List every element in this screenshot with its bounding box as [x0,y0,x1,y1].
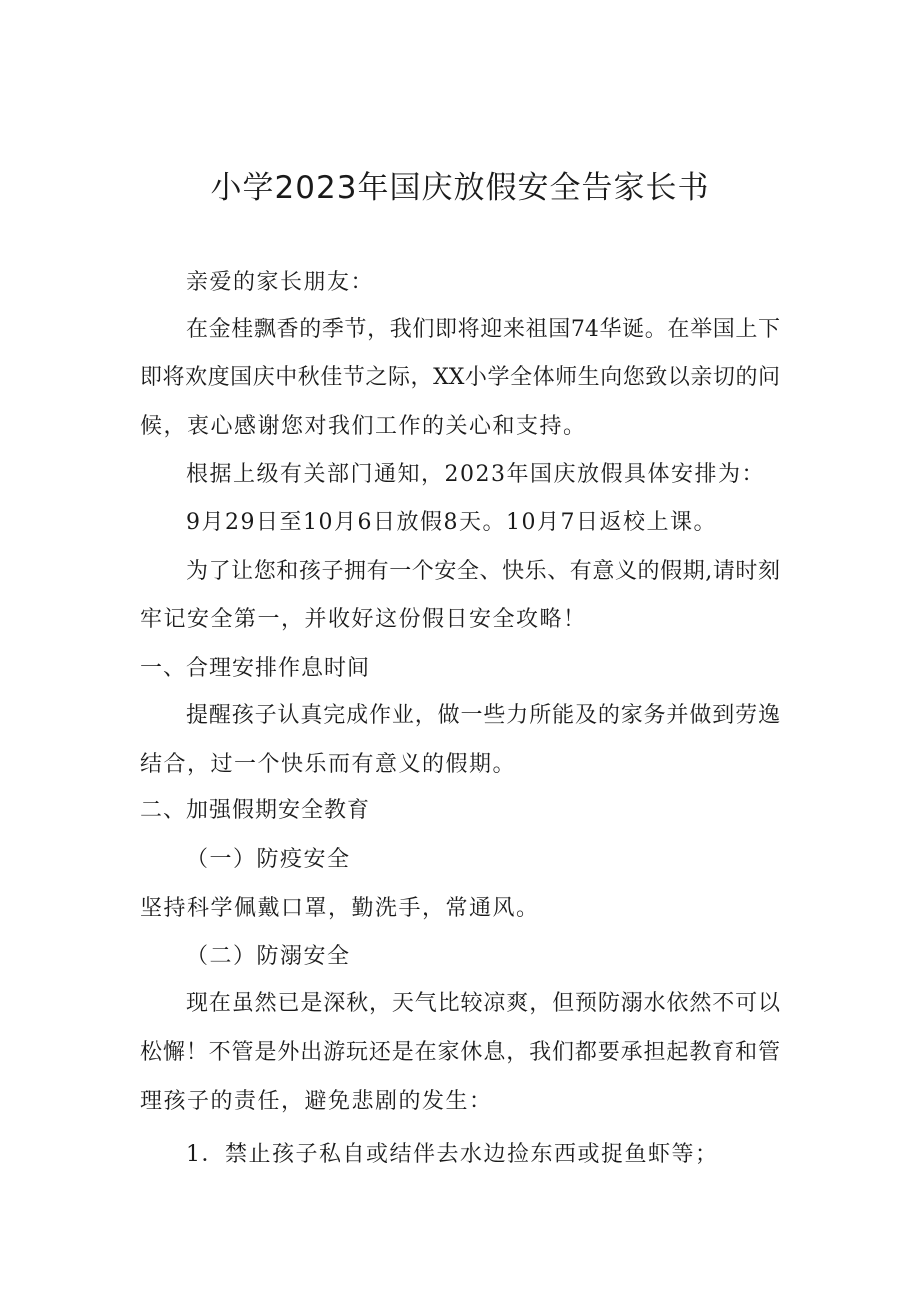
section-1-line-1: 提醒孩子认真完成作业，做一些力所能及的家务并做到劳逸 [186,703,780,728]
paragraph-4-line-1: 为了让您和孩子拥有一个安全、快乐、有意义的假期,请时刻 [186,559,780,584]
section-1-line-2: 结合，过一个快乐而有意义的假期。 [140,752,517,777]
subsection-2-line-3: 理孩子的责任，避免悲剧的发生： [140,1089,493,1114]
subsection-1-heading: （一）防疫安全 [186,847,351,872]
section-2-heading: 二、加强假期安全教育 [140,798,371,823]
paragraph-1-line-3: 候，衷心感谢您对我们工作的关心和支持。 [140,414,587,439]
list-item-1: 1．禁止孩子私自或结伴去水边捡东西或捉鱼虾等； [186,1142,719,1167]
section-1-heading: 一、合理安排作息时间 [140,656,371,681]
subsection-2-line-2: 松懈！不管是外出游玩还是在家休息，我们都要承担起教育和管 [140,1040,780,1065]
paragraph-1-line-2: 即将欢度国庆中秋佳节之际，XX小学全体师生向您致以亲切的问 [140,365,780,390]
subsection-2-line-1: 现在虽然已是深秋，天气比较凉爽，但预防溺水依然不可以 [186,991,780,1016]
paragraph-2: 根据上级有关部门通知，2023年国庆放假具体安排为： [186,462,765,487]
document-title: 小学2023年国庆放假安全告家长书 [210,170,710,206]
paragraph-3: 9月29日至10月6日放假8天。10月7日返校上课。 [186,510,717,535]
greeting: 亲爱的家长朋友： [186,270,375,295]
paragraph-4-line-2: 牢记安全第一，并收好这份假日安全攻略！ [140,607,587,632]
subsection-2-heading: （二）防溺安全 [186,944,351,969]
subsection-1-text: 坚持科学佩戴口罩，勤洗手，常通风。 [140,896,540,921]
paragraph-1-line-1: 在金桂飘香的季节，我们即将迎来祖国74华诞。在举国上下 [186,317,780,342]
